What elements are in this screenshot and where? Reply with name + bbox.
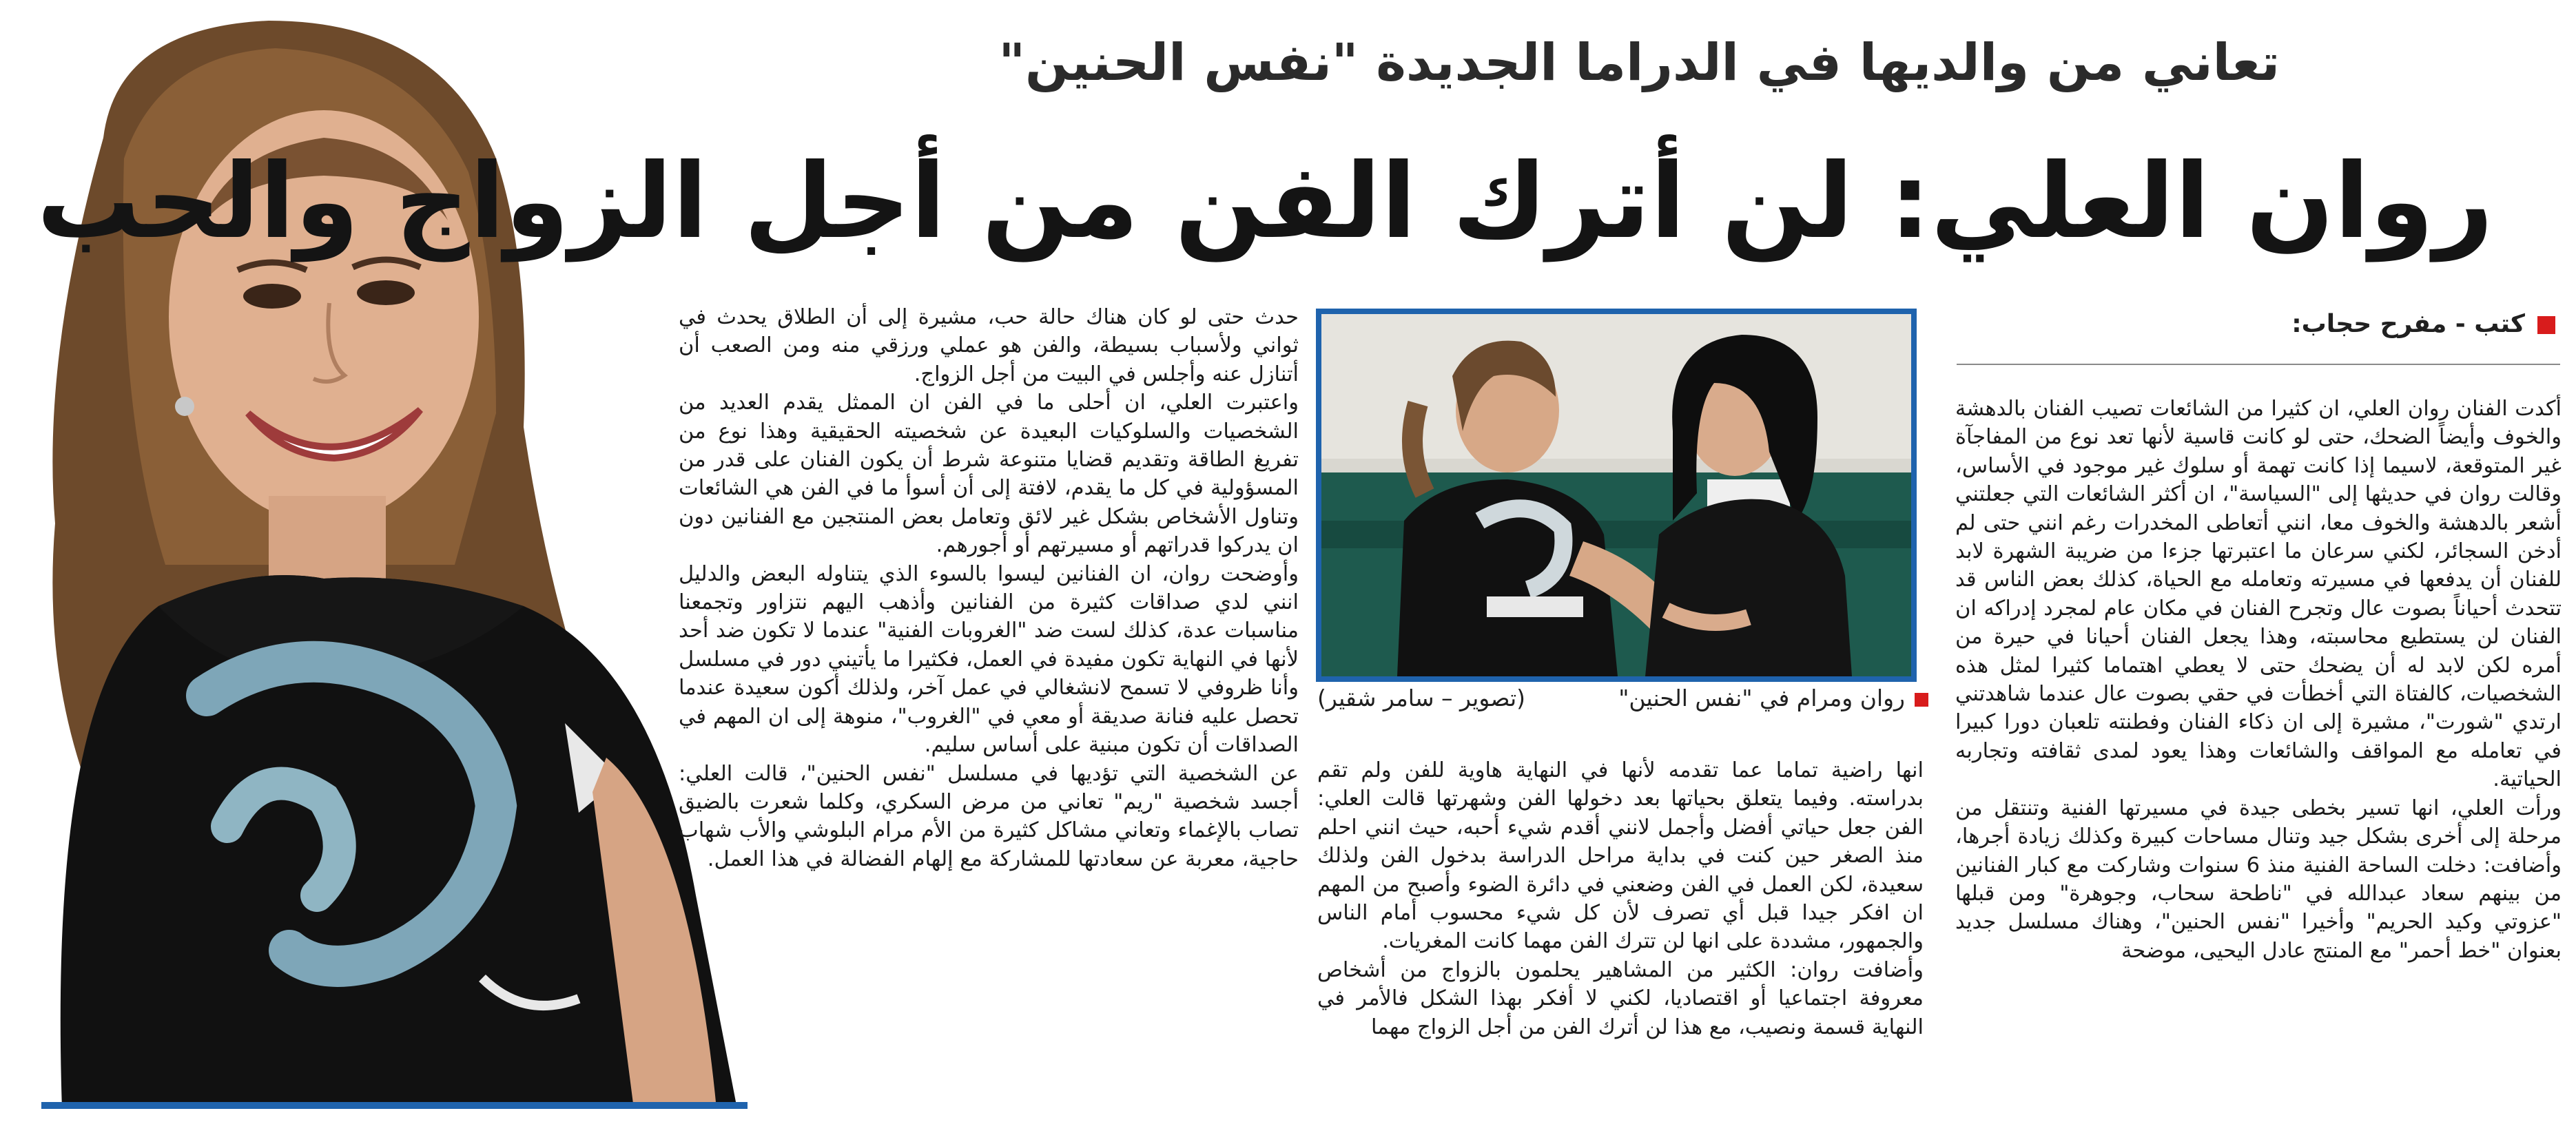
paragraph: عن الشخصية التي تؤديها في مسلسل "نفس الحنين"، قالت العلي: أجسد شخصية "ريم" تعاني من مرض السكري، وكلما شعرت بالضيق تصاب بالإغماء وتعاني مشاكل كثيرة من الأم مرام البلوشي والأب شهاب حاجية، معربة عن سعادتها للمشاركة مع إلهام الفضالة في هذا العمل. — [679, 761, 1299, 871]
article-column-middle — [1317, 756, 1924, 1128]
paragraph: وأوضحت روان، ان الفنانين ليسوا بالسوء الذي يتناوله البعض والدليل انني لدي صداقات كثيرة من الفنانين وأذهب اليهم نتزاور وتجمعنا مناسبات عدة، كذلك لست ضد "الغروبات الفنية" عندما لا تكون ضد أحد لأنها في النهاية تكون مفيدة في العمل، فكثيرا ما يأتيني دور في مسلسل وأنا ظروفي لا تسمح لانشغالي في عمل آخر، ولذلك أكون سعيدة عندما تحصل عليه فنانة صديقة أو معي في "الغروب"، منوهة إلى ان المهم في الصداقات أن تكون مبنية على أساس سليم. — [679, 561, 1299, 758]
paragraph: ورأت العلي، انها تسير بخطى جيدة في مسيرتها الفنية وتنتقل من مرحلة إلى أخرى بشكل جيد وتنال مساحات كبيرة وكذلك زيادة أجرها، وأضافت: دخلت الساحة الفنية منذ 6 سنوات وشاركت مع كبار الفنانين من بينهم سعاد عبدالله في "ناطحة سحاب، وجوهرة" ومن قبلها "عزوتي وكيد الحريم" وأخيرا "نفس الحنين"، وهناك مسلسل جديد بعنوان "خط أحمر" مع المنتج عادل اليحيى، موضحة — [1955, 796, 2562, 963]
byline — [1935, 310, 2555, 338]
kicker-headline: تعاني من والديها في الدراما الجديدة "نفس الحنين" — [998, 33, 2280, 92]
caption-subject: روان ومرام في "نفس الحنين" — [1618, 685, 1905, 711]
paragraph: حدث حتى لو كان هناك حالة حب، مشيرة إلى أن الطلاق يحدث في ثواني ولأسباب بسيطة، والفن هو عملي ورزقي منه ومن الصعب أن أتنازل عنه وأجلس في البيت من أجل الزواج. — [679, 305, 1299, 386]
article-column-right — [1955, 395, 2562, 1125]
photo-caption — [1598, 685, 1928, 711]
inset-photo — [1316, 309, 1917, 682]
red-square-bullet-icon — [1915, 693, 1928, 707]
paragraph: وأضافت روان: الكثير من المشاهير يحلمون بالزواج من أشخاص معروفة اجتماعيا أو اقتصاديا، لكني لا أفكر بهذا الشكل فالأمر في النهاية قسمة ونصيب، مع هذا لن أترك الفن من أجل الزواج مهما — [1317, 957, 1924, 1039]
paragraph: أكدت الفنان روان العلي، ان كثيرا من الشائعات تصيب الفنان بالدهشة والخوف وأيضاً الضحك، حتى لو كانت قاسية لأنها تعد نوع من المفاجآة غير المتوقعة، لاسيما إذا كانت تهمة أو سلوك غير موجود في الأساس، وقالت روان في حديثها إلى "السياسة"، ان أكثر الشائعات التي جعلتني أشعر بالدهشة والخوف معا، انني أتعاطى المخدرات رغم انني حتى لم أدخن السجائر، لكني سرعان ما اعتبرتها جزءا من ضريبة الشهرة لابد للفنان أن يدفعها في مسيرته وتعامله مع الحياة، كذلك بعض الناس قد تتحدث أحياناً بصوت عال وتجرح الفنان في مكان عام لمجرد إدراكه ان الفنان لن يستطيع محاسبته، وهذا يجعل الفنان أحيانا في حيرة من أمره لكن لابد له أن يضحك حتى لا يعطي اهتماما كثيرا لمثل هذه الشخصيات، كالفتاة التي أخطأت في حقي بصوت عال عندما شاهدتني ارتدي "شورت"، مشيرة إلى ان ذكاء الفنان وفطنته تلعبان دورا كبيرا في تعامله مع المواقف والشائعات وهذا يعود لمدى ثقافته وتجاربه الحياتية. — [1955, 397, 2562, 792]
paragraph: واعتبرت العلي، ان أحلى ما في الفن ان الممثل يقدم العديد من الشخصيات والسلوكيات البعيدة عن شخصيته الحقيقية وهذا نوع من تفريغ الطاقة وتقديم قضايا متنوعة شرط أن يكون الفنان على قدر من المسؤولية في كل ما يقدم، لافتة إلى أن أسوأ ما في الفن هي الشائعات وتناول الأشخاص بشكل غير لائق وتعامل بعض المنتجين مع الفنانين دون ان يدركوا قدراتهم أو مسيرتهم أو أجورهم. — [679, 391, 1299, 558]
byline-label: كتب - مفرح حجاب: — [2291, 310, 2525, 338]
red-square-bullet-icon — [2537, 316, 2555, 334]
photo-credit: (تصوير – سامر شقير) — [1317, 685, 1526, 711]
main-headline: روان العلي: لن أترك الفن من أجل الزواج والحب — [37, 142, 2493, 262]
article-column-left — [679, 303, 1299, 1126]
photo-bottom-rule — [41, 1102, 748, 1109]
paragraph: انها راضية تماما عما تقدمه لأنها في النهاية هاوية للفن ولم تقم بدراسته. وفيما يتعلق بحياتها بعد دخولها الفن وشهرتها قالت العلي: الفن جعل حياتي أفضل وأجمل لانني أقدم شيء أحبه، حيث انني احلم منذ الصغر حين كنت في بداية مراحل الدراسة بدخول الفن ولذلك سعيدة، لكن العمل في الفن وضعني في دائرة الضوء وأصبح من المهم ان افكر جيدا قبل أي تصرف لأن كل شيء محسوب أمام الناس والجمهور، مشددة على انها لن تترك الفن مهما كانت المغريات. — [1317, 758, 1924, 954]
byline-divider — [1957, 364, 2560, 365]
